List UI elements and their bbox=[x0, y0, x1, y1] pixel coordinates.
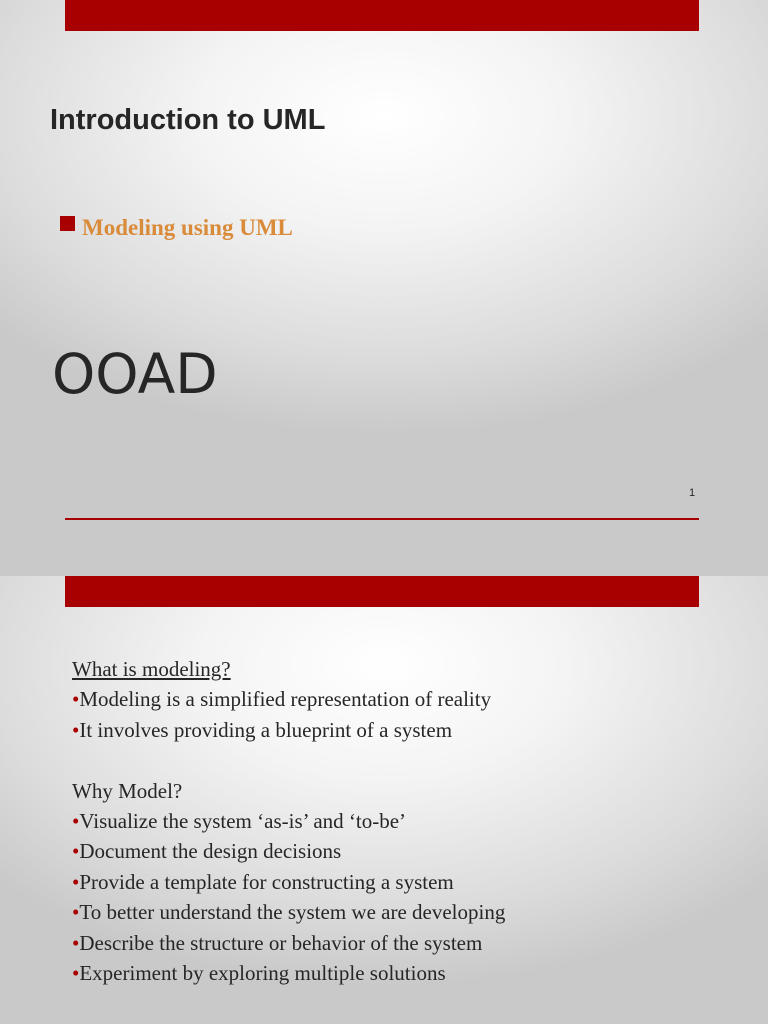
bottom-accent-line bbox=[65, 518, 699, 520]
bullet-dot-icon: • bbox=[72, 687, 80, 712]
list-item bbox=[72, 806, 752, 836]
subject-label: OOAD bbox=[52, 342, 218, 406]
list-item bbox=[72, 897, 752, 927]
list-item bbox=[72, 684, 752, 714]
section-heading-modeling: What is modeling? bbox=[72, 657, 231, 681]
list-item-text: Provide a template for constructing a system bbox=[79, 869, 454, 894]
list-item-text: It involves providing a blueprint of a system bbox=[79, 717, 453, 742]
bullet-dot-icon: • bbox=[72, 869, 80, 894]
list-item bbox=[72, 958, 752, 988]
list-item bbox=[72, 867, 752, 897]
list-item-text: To better understand the system we are developing bbox=[79, 900, 506, 925]
list-item-text: Experiment by exploring multiple solutions bbox=[79, 960, 446, 985]
slide-content bbox=[72, 654, 752, 988]
list-item bbox=[72, 928, 752, 958]
page-number: 1 bbox=[688, 487, 696, 499]
list-item-text: Document the design decisions bbox=[79, 839, 342, 864]
bullet-dot-icon: • bbox=[72, 717, 80, 742]
modeling-bullet-list bbox=[72, 684, 752, 745]
list-item-text: Describe the structure or behavior of the system bbox=[79, 930, 483, 955]
square-bullet-icon bbox=[60, 216, 75, 231]
bullet-dot-icon: • bbox=[72, 960, 80, 985]
bullet-dot-icon: • bbox=[72, 839, 80, 864]
bullet-dot-icon: • bbox=[72, 930, 80, 955]
list-item bbox=[72, 715, 752, 745]
list-item-text: Visualize the system ‘as-is’ and ‘to-be’ bbox=[79, 808, 407, 833]
why-model-bullet-list bbox=[72, 806, 752, 988]
slide-2 bbox=[0, 576, 768, 1024]
slide-title: Introduction to UML bbox=[50, 104, 326, 136]
section-heading-why-model: Why Model? bbox=[72, 778, 183, 803]
section-spacer bbox=[72, 745, 752, 775]
list-item bbox=[72, 836, 752, 866]
bullet-dot-icon: • bbox=[72, 900, 80, 925]
list-item-text: Modeling is a simplified representation of reality bbox=[79, 687, 492, 712]
subtitle-text: Modeling using UML bbox=[82, 215, 293, 240]
top-accent-bar bbox=[65, 576, 699, 607]
top-accent-bar bbox=[65, 0, 699, 31]
bullet-dot-icon: • bbox=[72, 808, 80, 833]
